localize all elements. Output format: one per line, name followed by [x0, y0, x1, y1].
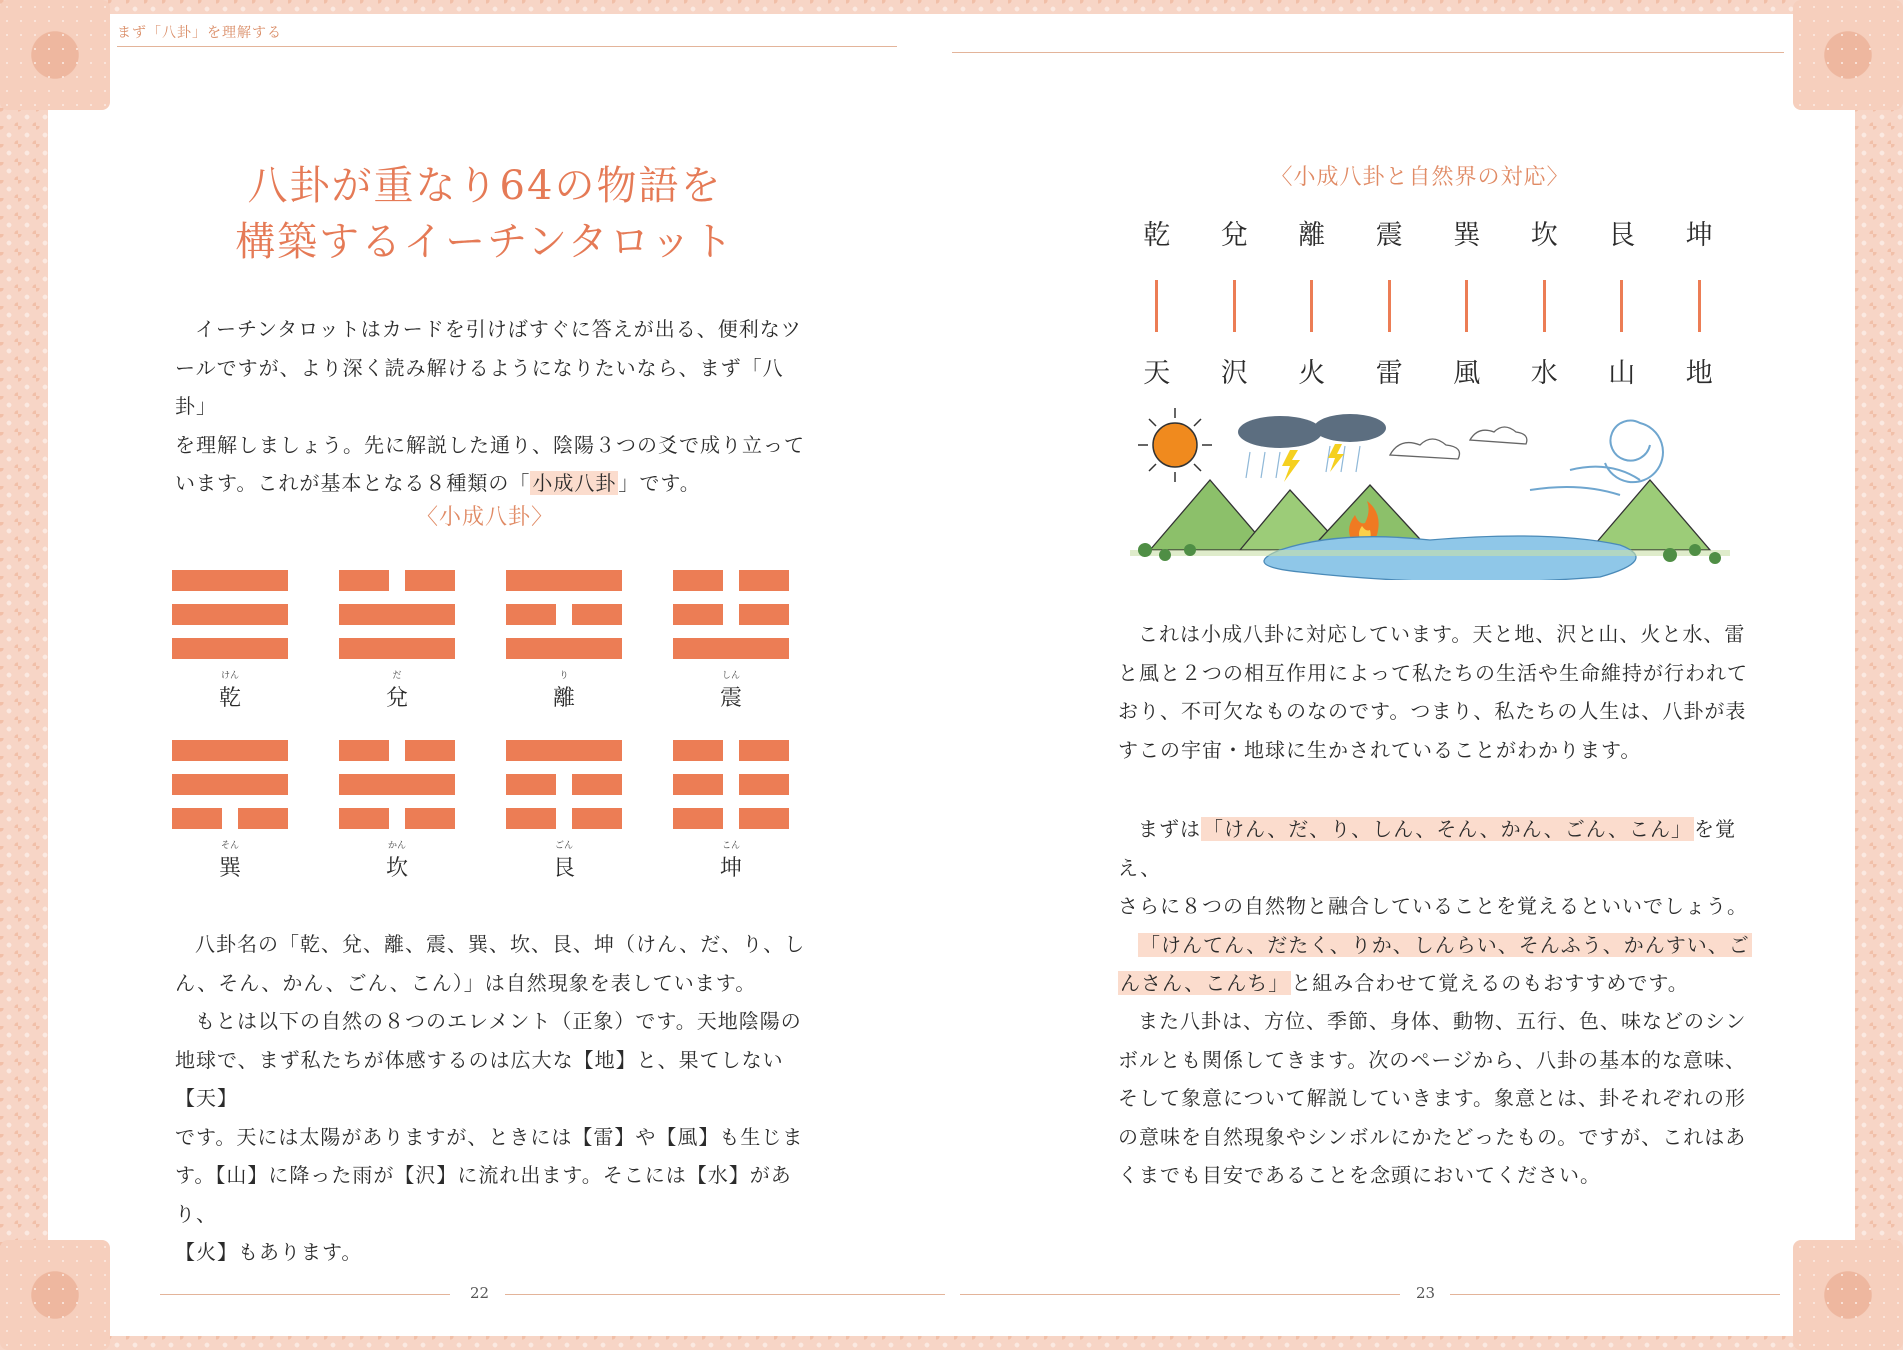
- para1-line: これは小成八卦に対応しています。天と地、沢と山、火と水、雷: [1138, 622, 1746, 646]
- trigram-reading: かん: [387, 841, 406, 851]
- connector-line: [1620, 280, 1623, 332]
- footer-rule: [960, 1294, 1400, 1295]
- trigram-gen: [506, 740, 622, 882]
- trigram-name: 離: [552, 686, 575, 711]
- connector-line: [1388, 280, 1391, 332]
- trigram-reading: そん: [220, 841, 239, 851]
- ornament-corner-icon: [1793, 1240, 1903, 1350]
- trigram-symbol: [172, 740, 288, 829]
- para1-line: おり、不可欠なものなのです。つまり、私たちの人生は、八卦が表: [1118, 699, 1747, 723]
- trigram-name: 兌: [385, 686, 408, 711]
- body-line: 八卦名の「乾、兌、離、震、巽、坎、艮、坤（けん、だ、り、し: [195, 932, 806, 956]
- trigram-name: 離: [1298, 220, 1326, 251]
- correspondence-column: [1428, 218, 1506, 392]
- ornament-corner-icon: [0, 1240, 110, 1350]
- trigram-name: 巽: [218, 856, 241, 881]
- body-line: 地球で、まず私たちが体感するのは広大な【地】と、果てしない【天】: [175, 1047, 784, 1110]
- body-line: ん、そん、かん、ごん、こん）」は自然現象を表しています。: [175, 970, 757, 995]
- trigram-name: 乾: [218, 686, 241, 711]
- correspondence-table: [1118, 218, 1738, 392]
- para2-text: まずは: [1138, 817, 1201, 841]
- page-number-right: 23: [1416, 1284, 1436, 1302]
- para2-text: と組み合わせて覚えるのもおすすめです。: [1291, 971, 1689, 995]
- para3-line: ボルとも関係してきます。次のページから、八卦の基本的な意味、: [1118, 1047, 1746, 1072]
- trigram-name: 兌: [1220, 220, 1248, 251]
- connector-line: [1310, 280, 1313, 332]
- trigram-symbol: [172, 570, 288, 659]
- header-rule-right: [952, 52, 1784, 53]
- trigram-name: 艮: [552, 856, 575, 881]
- correspondence-column: [1273, 218, 1351, 392]
- element-name: 水: [1530, 358, 1558, 389]
- paragraph-2: [1118, 810, 1778, 1003]
- para3-line: くまでも目安であることを念頭においてください。: [1118, 1163, 1601, 1187]
- ornament-corner-icon: [0, 0, 110, 110]
- title-line-1: 八卦が重なり64の物語を: [247, 163, 723, 209]
- intro-line: イーチンタロットはカードを引けばすぐに答えが出る、便利なツ: [195, 317, 802, 341]
- rain-cloud-icon: [1238, 414, 1386, 478]
- intro-text: 」です。: [618, 471, 701, 495]
- trigram-xun: [172, 740, 288, 882]
- body-line: です。天には太陽がありますが、ときには【雷】や【風】も生じま: [175, 1124, 804, 1149]
- trigram-reading: しん: [721, 671, 740, 681]
- intro-paragraph: [175, 310, 815, 503]
- body-line: もとは以下の自然の８つのエレメント（正象）です。天地陰陽の: [195, 1009, 802, 1033]
- footer-rule: [505, 1294, 945, 1295]
- connector-line: [1155, 280, 1158, 332]
- trigram-name: 坤: [1685, 220, 1713, 251]
- running-head: まず「八卦」を理解する: [117, 25, 282, 41]
- lace-border-right: [1855, 0, 1903, 1350]
- footer-rule: [160, 1294, 450, 1295]
- trigram-name: 乾: [1143, 220, 1171, 251]
- correspondence-column: [1583, 218, 1661, 392]
- trigram-symbol: [506, 740, 622, 829]
- paragraph-1: [1118, 615, 1768, 769]
- intro-text: います。これが基本となる８種類の「: [175, 471, 531, 495]
- correspondence-column: [1118, 218, 1196, 392]
- element-name: 火: [1298, 358, 1326, 389]
- trigram-reading: けん: [220, 671, 239, 681]
- body-line: す。【山】に降った雨が【沢】に流れ出ます。そこには【水】があり、: [175, 1163, 792, 1226]
- trigram-reading: だ: [392, 671, 402, 681]
- trigram-symbol: [339, 740, 455, 829]
- cloud-icon: [1390, 427, 1527, 459]
- wind-swirl-icon: [1530, 421, 1663, 495]
- connector-line: [1698, 280, 1701, 332]
- connector-line: [1233, 280, 1236, 332]
- highlight-term: 「けんてん、だたく、りか、しんらい、そんふう、かんすい、ご: [1140, 932, 1750, 957]
- trigram-reading: こん: [721, 841, 740, 851]
- trigram-kun: [673, 740, 789, 882]
- element-name: 山: [1608, 358, 1636, 389]
- connector-line: [1543, 280, 1546, 332]
- para2-line: [1118, 964, 1778, 1003]
- trigram-name: 巽: [1453, 220, 1481, 251]
- title-line-2: 構築するイーチンタロット: [235, 219, 735, 265]
- trigram-name: 震: [719, 686, 742, 711]
- highlight-term: 小成八卦: [532, 471, 617, 495]
- para1-line: と風と２つの相互作用によって私たちの生活や生命維持が行われて: [1118, 660, 1748, 685]
- lace-border-bottom: [0, 1336, 1903, 1350]
- lace-border-left: [0, 0, 48, 1350]
- trigram-symbol: [339, 570, 455, 659]
- element-name: 天: [1143, 358, 1171, 389]
- para2-line: [1118, 810, 1778, 887]
- header-rule-left: [117, 46, 897, 47]
- correspondence-column: [1351, 218, 1429, 392]
- body-paragraph: [175, 925, 815, 1272]
- element-name: 地: [1685, 358, 1713, 389]
- element-name: 沢: [1220, 358, 1248, 389]
- para3-line: の意味を自然現象やシンボルにかたどったもの。ですが、これはあ: [1118, 1124, 1747, 1149]
- lake-icon: [1264, 536, 1636, 580]
- body-line: 【火】もあります。: [175, 1240, 363, 1264]
- para2-text: を覚え、: [1118, 817, 1736, 880]
- paragraph-3: [1118, 1002, 1768, 1195]
- trigram-zhen: [673, 570, 789, 712]
- para1-line: すこの宇宙・地球に生かされていることがわかります。: [1118, 737, 1642, 762]
- trigram-kan: [339, 740, 455, 882]
- intro-line: ールですが、より深く読み解けるようになりたいなら、まず「八卦」: [175, 355, 784, 418]
- para2-line: さらに８つの自然物と融合していることを覚えるといいでしょう。: [1118, 894, 1748, 918]
- trigram-name: 坎: [385, 856, 408, 881]
- correspondence-column: [1196, 218, 1274, 392]
- trigram-symbol: [506, 570, 622, 659]
- correspondence-column: [1661, 218, 1739, 392]
- para2-line: [1118, 926, 1778, 965]
- para3-line: そして象意について解説していきます。象意とは、卦それぞれの形: [1118, 1086, 1746, 1110]
- highlight-term: んさん、こんち」: [1120, 971, 1290, 995]
- trigram-name: 震: [1375, 220, 1403, 251]
- trigram-symbol: [673, 740, 789, 829]
- page-number-left: 22: [470, 1284, 490, 1302]
- correspondence-caption: 〈小成八卦と自然界の対応〉: [1270, 165, 1570, 190]
- intro-line: [175, 464, 815, 503]
- trigram-name: 艮: [1608, 220, 1636, 251]
- trigram-grid: [172, 570, 789, 882]
- intro-line: を理解しましょう。先に解説した通り、陰陽３つの爻で成り立って: [175, 432, 805, 457]
- trigram-reading: ごん: [554, 841, 573, 851]
- trigram-li: [506, 570, 622, 712]
- trigram-qian: [172, 570, 288, 712]
- page-title: [175, 158, 795, 270]
- trigram-symbol: [673, 570, 789, 659]
- sun-icon: [1138, 408, 1212, 482]
- trigram-name: 坎: [1530, 220, 1558, 251]
- trigram-name: 坤: [719, 856, 742, 881]
- nature-illustration: [1130, 400, 1730, 580]
- highlight-term: 「けん、だ、り、しん、そん、かん、ごん、こん」: [1203, 817, 1692, 841]
- para3-line: また八卦は、方位、季節、身体、動物、五行、色、味などのシン: [1138, 1009, 1747, 1033]
- ornament-corner-icon: [1793, 0, 1903, 110]
- footer-rule: [1450, 1294, 1780, 1295]
- connector-line: [1465, 280, 1468, 332]
- trigram-reading: り: [559, 671, 569, 681]
- lightning-icon: [1282, 444, 1344, 482]
- trigram-dui: [339, 570, 455, 712]
- lace-border-top: [0, 0, 1903, 14]
- element-name: 風: [1453, 358, 1481, 389]
- trigram-caption: 〈小成八卦〉: [415, 505, 554, 530]
- element-name: 雷: [1375, 358, 1403, 389]
- correspondence-column: [1506, 218, 1584, 392]
